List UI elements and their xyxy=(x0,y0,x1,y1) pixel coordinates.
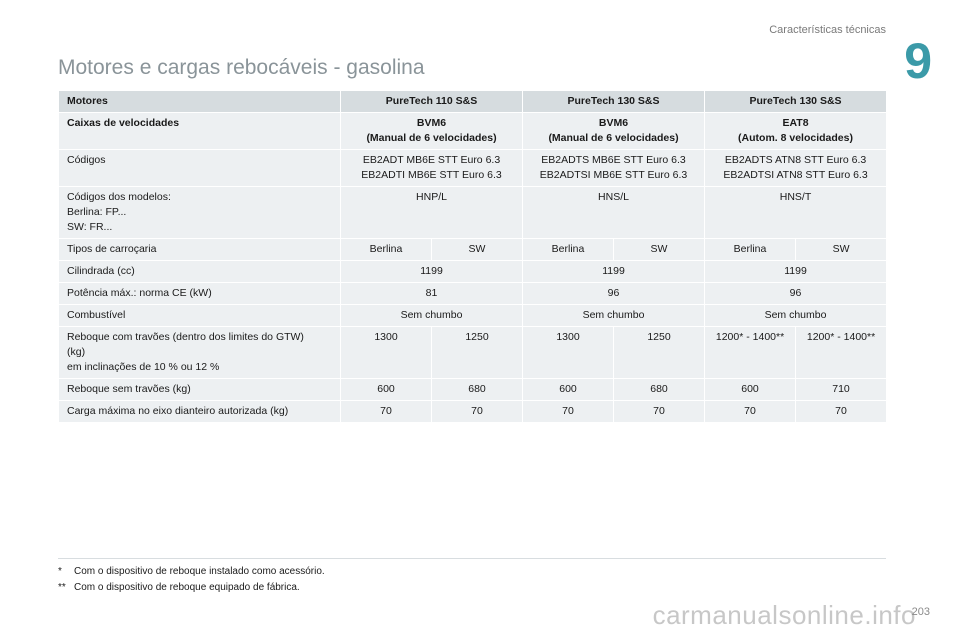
table-row-model-codes xyxy=(59,187,887,239)
table-cell: 1199 xyxy=(523,261,705,283)
table-cell: 600 xyxy=(705,379,796,401)
row-label: Cilindrada (cc) xyxy=(59,261,341,283)
table-cell: EB2ADTS ATN8 STT Euro 6.3 EB2ADTSI ATN8 STT Euro 6.3 xyxy=(705,150,887,187)
table-row-engines xyxy=(59,91,887,113)
table-cell: EB2ADTS MB6E STT Euro 6.3 EB2ADTSI MB6E STT Euro 6.3 xyxy=(523,150,705,187)
table-cell: PureTech 110 S&S xyxy=(341,91,523,113)
footnote-2 xyxy=(58,582,300,593)
table-cell: Berlina xyxy=(341,239,432,261)
table-row-braked-towing xyxy=(59,327,887,379)
table-cell: 96 xyxy=(705,283,887,305)
table-cell: 1199 xyxy=(705,261,887,283)
table-row-fuel xyxy=(59,305,887,327)
footnote-mark: * xyxy=(58,566,62,577)
table-cell: 70 xyxy=(432,401,523,423)
table-cell: PureTech 130 S&S xyxy=(523,91,705,113)
page-number: 203 xyxy=(911,606,930,618)
table-cell: Sem chumbo xyxy=(341,305,523,327)
table-cell: 1200* - 1400** xyxy=(705,327,796,379)
row-label: Caixas de velocidades xyxy=(59,113,341,150)
page-title: Motores e cargas rebocáveis - gasolina xyxy=(58,56,425,79)
table-cell: 81 xyxy=(341,283,523,305)
table-cell: 1250 xyxy=(432,327,523,379)
chapter-number: 9 xyxy=(904,33,932,89)
watermark: carmanualsonline.info xyxy=(652,600,916,630)
table-cell: 70 xyxy=(705,401,796,423)
table-cell: 96 xyxy=(523,283,705,305)
table-cell: 1300 xyxy=(523,327,614,379)
table-row-front-axle-load xyxy=(59,401,887,423)
table-cell: EAT8 (Autom. 8 velocidades) xyxy=(705,113,887,150)
table-cell: 600 xyxy=(523,379,614,401)
footnote-divider xyxy=(58,558,886,559)
footnote-text: Com o dispositivo de reboque equipado de fábrica. xyxy=(74,582,300,593)
table-cell: PureTech 130 S&S xyxy=(705,91,887,113)
table-cell: 70 xyxy=(523,401,614,423)
row-label: Reboque sem travões (kg) xyxy=(59,379,341,401)
table-cell: 1200* - 1400** xyxy=(796,327,887,379)
table-cell: 680 xyxy=(614,379,705,401)
table-row-displacement xyxy=(59,261,887,283)
table-cell: Sem chumbo xyxy=(523,305,705,327)
table-cell: 1199 xyxy=(341,261,523,283)
row-label: Potência máx.: norma CE (kW) xyxy=(59,283,341,305)
table-cell: 1300 xyxy=(341,327,432,379)
row-label: Carga máxima no eixo dianteiro autorizada (kg) xyxy=(59,401,341,423)
table-row-codes xyxy=(59,150,887,187)
row-label: Códigos dos modelos: Berlina: FP... SW: FR... xyxy=(59,187,341,239)
table-cell: 70 xyxy=(796,401,887,423)
section-header: Características técnicas xyxy=(769,24,886,36)
table-cell: 680 xyxy=(432,379,523,401)
row-label: Reboque com travões (dentro dos limites do GTW) (kg) em inclinações de 10 % ou 12 % xyxy=(59,327,341,379)
footnote-mark: ** xyxy=(58,582,66,593)
table-cell: EB2ADT MB6E STT Euro 6.3 EB2ADTI MB6E STT Euro 6.3 xyxy=(341,150,523,187)
table-cell: Berlina xyxy=(523,239,614,261)
table-cell: Berlina xyxy=(705,239,796,261)
table-cell: HNS/L xyxy=(523,187,705,239)
table-cell: 70 xyxy=(614,401,705,423)
table-row-body-types xyxy=(59,239,887,261)
footnote-text: Com o dispositivo de reboque instalado como acessório. xyxy=(74,566,325,577)
row-label: Motores xyxy=(59,91,341,113)
row-label: Tipos de carroçaria xyxy=(59,239,341,261)
table-cell: 1250 xyxy=(614,327,705,379)
table-cell: SW xyxy=(796,239,887,261)
table-cell: 70 xyxy=(341,401,432,423)
table-cell: BVM6 (Manual de 6 velocidades) xyxy=(523,113,705,150)
table-row-gearboxes xyxy=(59,113,887,150)
table-row-power xyxy=(59,283,887,305)
table-cell: BVM6 (Manual de 6 velocidades) xyxy=(341,113,523,150)
row-label: Códigos xyxy=(59,150,341,187)
table-cell: SW xyxy=(432,239,523,261)
table-row-unbraked-towing xyxy=(59,379,887,401)
table-cell: 600 xyxy=(341,379,432,401)
table-cell: Sem chumbo xyxy=(705,305,887,327)
table-cell: 710 xyxy=(796,379,887,401)
row-label: Combustível xyxy=(59,305,341,327)
footnote-1 xyxy=(58,566,325,577)
table-cell: HNS/T xyxy=(705,187,887,239)
specs-table xyxy=(58,90,887,423)
table-cell: HNP/L xyxy=(341,187,523,239)
table-cell: SW xyxy=(614,239,705,261)
